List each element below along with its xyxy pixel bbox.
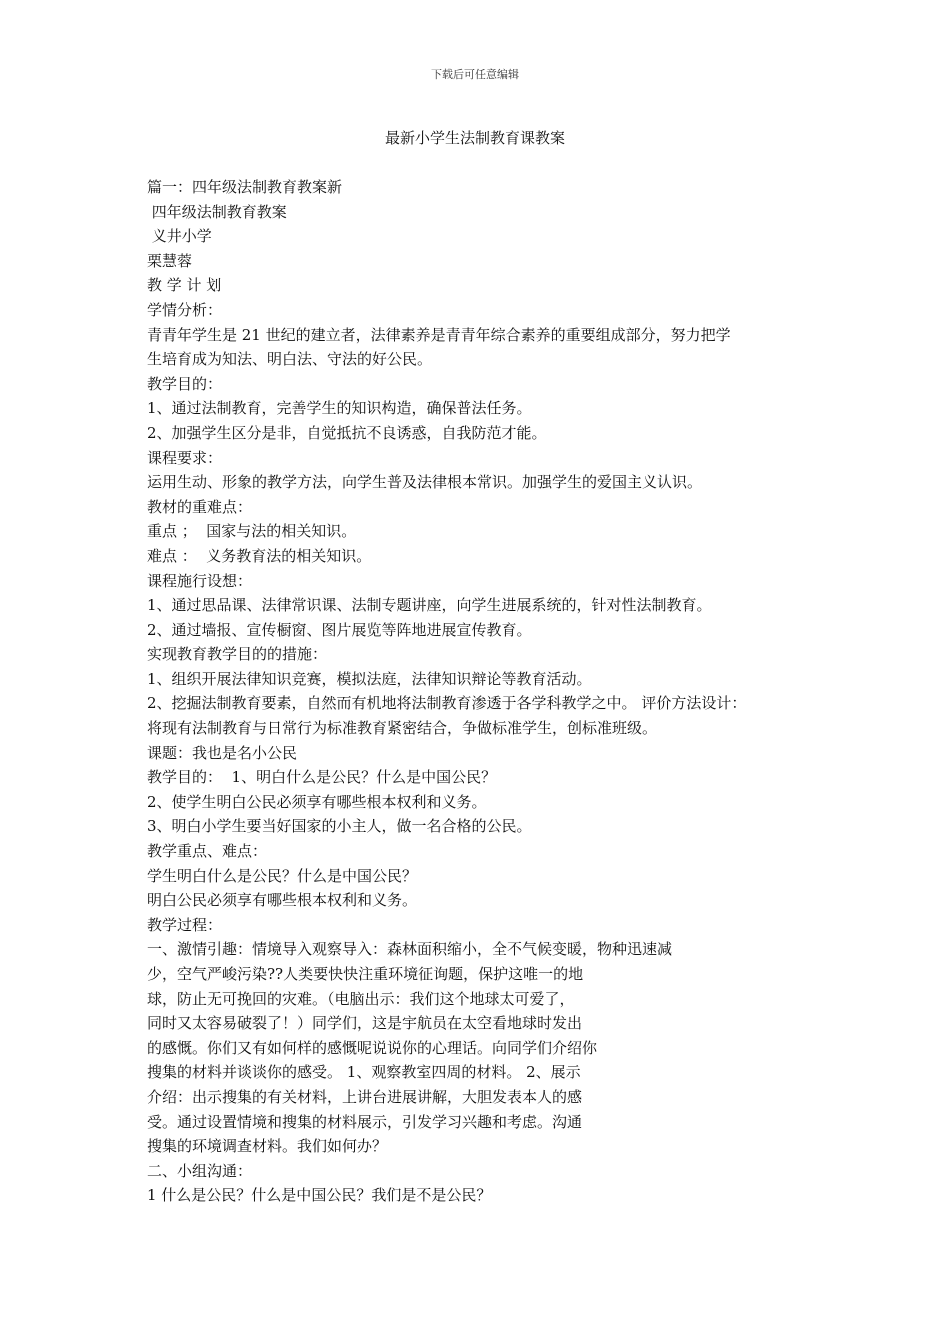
text-line: 难点 ： 义务教育法的相关知识。 <box>147 546 372 565</box>
text-line: 栗慧蓉 <box>147 251 193 270</box>
text-line: 介绍：出示搜集的有关材料，上讲台进展讲解，大胆发表本人的感 <box>147 1087 583 1106</box>
text-line: 运用生动、形象的教学方法，向学生普及法律根本常识。加强学生的爱国主义认识。 <box>147 473 703 492</box>
text-line: 受。通过设置情境和搜集的材料展示，引发学习兴趣和考虑。沟通 <box>147 1112 583 1131</box>
text-line: 教学目的： 1、明白什么是公民？什么是中国公民？ <box>147 768 497 787</box>
text-line: 2、通过墙报、宣传橱窗、图片展览等阵地进展宣传教育。 <box>147 620 532 639</box>
text-line: 学生明白什么是公民？什么是中国公民？ <box>147 866 418 885</box>
text-line: 四年级法制教育教案 <box>147 202 287 221</box>
text-line: 重点 ； 国家与法的相关知识。 <box>147 522 357 541</box>
text-line: 1、通过法制教育，完善学生的知识构造，确保普法任务。 <box>147 399 532 418</box>
text-line: 生培育成为知法、明白法、守法的好公民。 <box>147 350 433 369</box>
text-line: 教学目的： <box>147 374 223 393</box>
text-line: 篇一：四年级法制教育教案新 <box>147 178 343 196</box>
text-line: 1、组织开展法律知识竞赛，模拟法庭，法律知识辩论等教育活动。 <box>147 669 592 688</box>
document-title: 最新小学生法制教育课教案 <box>384 129 565 147</box>
document-body <box>147 175 817 1208</box>
text-line: 教材的重难点： <box>147 497 253 516</box>
text-line: 2、使学生明白公民必须享有哪些根本权利和义务。 <box>147 792 487 811</box>
text-line: 明白公民必须享有哪些根本权利和义务。 <box>147 891 418 910</box>
text-line: 课程要求： <box>147 448 223 467</box>
text-line: 同时又太容易破裂了！）同学们，这是宇航员在太空看地球时发出 <box>147 1014 583 1033</box>
text-line: 学情分析： <box>147 300 223 319</box>
header-note: 下载后可任意编辑 <box>431 68 519 81</box>
text-line: 3、明白小学生要当好国家的小主人，做一名合格的公民。 <box>147 817 532 836</box>
text-line: 课题：我也是名小公民 <box>147 743 298 762</box>
text-line: 教学重点、难点： <box>147 842 268 861</box>
text-line: 教 学 计 划 <box>147 276 222 295</box>
text-line: 球，防止无可挽回的灾难。（电脑出示：我们这个地球太可爱了， <box>147 989 575 1008</box>
text-line: 将现有法制教育与日常行为标准教育紧密结合，争做标准学生，创标准班级。 <box>147 719 658 738</box>
text-line: 搜集的环境调查材料。我们如何办？ <box>147 1137 388 1156</box>
text-line: 少，空气严峻污染??人类要快快注重环境征询题，保护这唯一的地 <box>147 965 584 983</box>
text-line: 实现教育教学目的的措施： <box>147 645 328 664</box>
text-line: 的感慨。你们又有如何样的感慨呢说说你的心理话。向同学们介绍你 <box>147 1038 598 1057</box>
text-line: 教学过程： <box>147 915 223 934</box>
text-line: 青青年学生是 21 世纪的建立者，法律素养是青青年综合素养的重要组成部分，努力把学 <box>147 325 731 344</box>
text-line: 2、加强学生区分是非，自觉抵抗不良诱惑，自我防范才能。 <box>147 423 547 442</box>
text-line: 2、挖掘法制教育要素，自然而有机地将法制教育渗透于各学科教学之中。 评价方法设计： <box>147 694 747 713</box>
text-line: 课程施行设想： <box>147 571 253 590</box>
text-line: 1、通过思品课、法律常识课、法制专题讲座，向学生进展系统的，针对性法制教育。 <box>147 596 712 615</box>
text-line: 1 什么是公民？什么是中国公民？我们是不是公民？ <box>147 1186 492 1205</box>
text-line: 二、小组沟通： <box>147 1161 253 1180</box>
text-line: 搜集的材料并谈谈你的感受。 1、观察教室四周的材料。 2、展示 <box>147 1063 581 1082</box>
text-line: 一、激情引趣：情境导入观察导入：森林面积缩小，全不气候变暖，物种迅速减 <box>147 940 673 959</box>
text-line: 义井小学 <box>147 227 212 246</box>
